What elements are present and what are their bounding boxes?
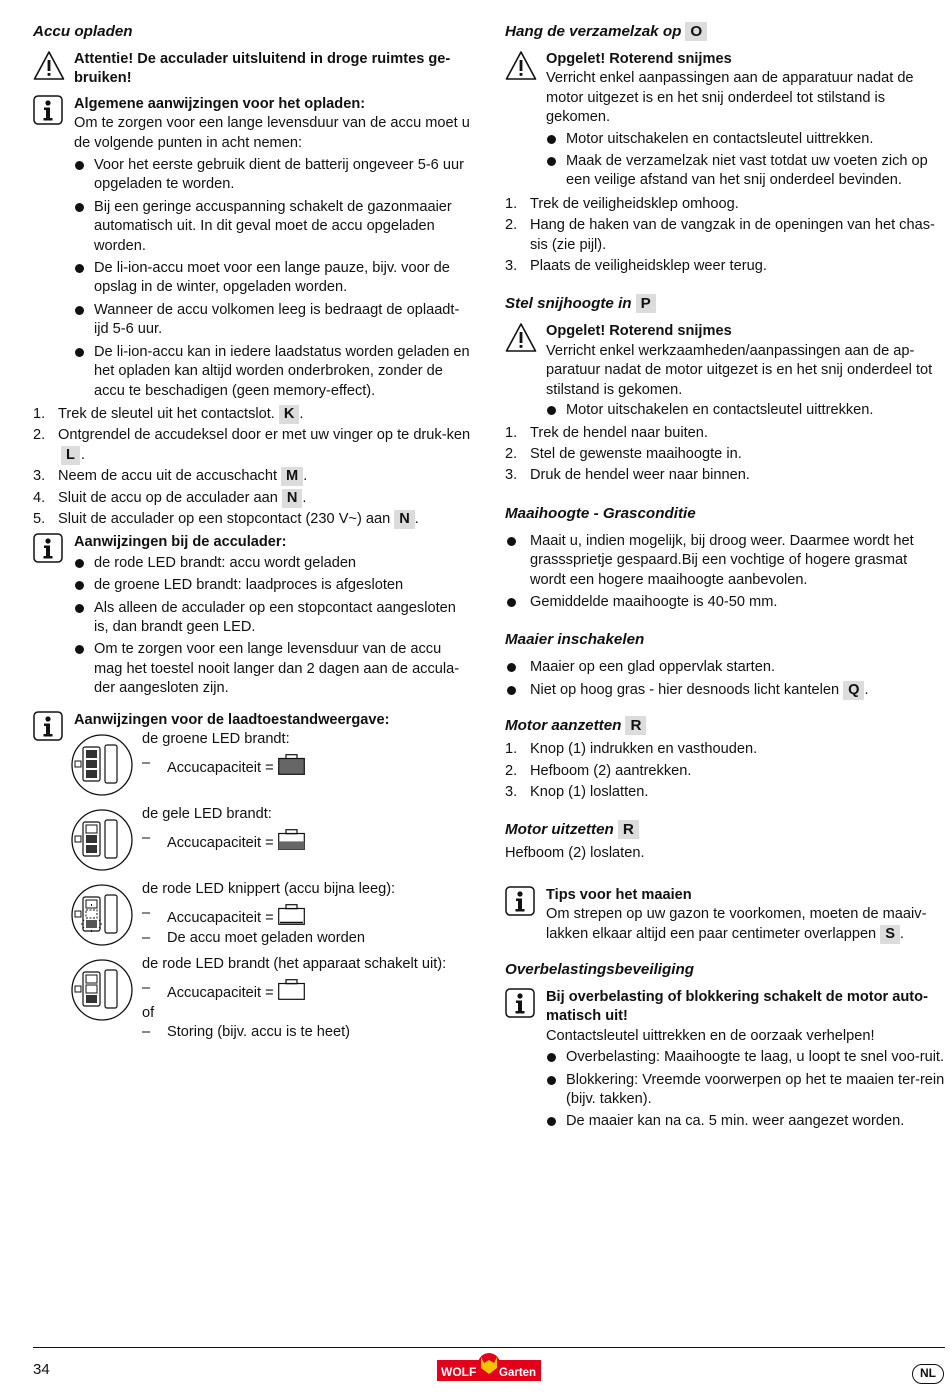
charger-led-red-blink-icon	[71, 884, 133, 946]
warning-icon	[505, 322, 537, 354]
step-item: 1. Trek de sleutel uit het contactslot. K .	[33, 405, 304, 422]
step-item: 4. Sluit de accu op de acculader aan N .	[33, 489, 307, 506]
indicator-note-title: Aanwijzingen voor de laadtoestandweergave:	[74, 711, 390, 728]
list-item: Bij een geringe accuspanning schakelt de gazonmaaier automatisch uit. In dit geval moet de accu opgeladen worden.	[74, 198, 473, 256]
general-charging-list	[74, 156, 473, 401]
step-item: 3. Plaats de veiligheidsklep weer terug.	[505, 258, 767, 275]
list-item: Niet op hoog gras - hier desnoods licht kantelen Q .	[505, 681, 945, 700]
list-item: Motor uitschakelen en contactsleutel uittrekken.	[546, 401, 945, 420]
height-warning: Opgelet! Roterend snijmes Verricht enkel werkzaamheden/aanpassingen aan de ap-paratuur nadat de motor uitgezet is en het snij onderdeel tot stilstand is gekomen. Motor uitschakelen en contactsleutel uittrekken.	[505, 322, 945, 420]
indicator-row-green: de groene LED brandt: – Accucapaciteit =	[33, 730, 473, 805]
info-icon	[505, 886, 535, 916]
list-item: Om te zorgen voor een lange levensduur van de accu mag het toestel nooit langer dan 2 dagen aan de accula-der aangesloten zijn.	[74, 640, 473, 698]
overload-note: Bij overbelasting of blokkering schakelt de motor auto-matisch uit! Contactsleutel uittrekken en de oorzaak verhelpen! Overbelasting: Maaihoogte te laag, u loopt te snel voo-ruit. Blokkering: Vreemde voorwerpen op het te maaien ter-rein (bijv. takken). De maaier kan na ca. 5 min. weer aangezet worden.	[505, 988, 945, 1132]
figure-ref-r: R	[625, 716, 646, 735]
figure-ref-l: L	[61, 446, 80, 465]
motor-start-steps	[505, 740, 945, 802]
tips-note: Tips voor het maaien Om strepen op uw gazon te voorkomen, moeten de maaiv-lakken elkaar altijd een paar centimeter overlappen S .	[505, 886, 945, 944]
height-section-title: Stel snijhoogte in P	[505, 294, 945, 314]
motor-stop-section-title: Motor uitzetten R	[505, 820, 945, 840]
left-column	[33, 22, 473, 1041]
list-item: Blokkering: Vreemde voorwerpen op het te maaien ter-rein (bijv. takken).	[546, 1071, 945, 1110]
grass-list	[505, 532, 945, 613]
list-item: de groene LED brandt: laadproces is afgesloten	[74, 576, 473, 595]
charger-led-red-steady-icon	[71, 959, 133, 1021]
bag-steps	[505, 195, 945, 277]
list-item: De li-ion-accu moet voor een lange pauze, bijv. voor de opslag in de winter, opgeladen worden.	[74, 259, 473, 298]
figure-ref-r: R	[618, 820, 639, 839]
list-item: Maak de verzamelzak niet vast totdat uw voeten zich op een veilige afstand van het snij onderdeel bevinden.	[546, 152, 945, 191]
step-item: 2. Hefboom (2) aantrekken.	[505, 762, 692, 779]
list-item: De maaier kan na ca. 5 min. weer aangezet worden.	[546, 1112, 945, 1131]
list-item: de rode LED brandt: accu wordt geladen	[74, 554, 473, 573]
charger-note-list	[74, 554, 473, 699]
step-item: 3. Knop (1) loslatten.	[505, 783, 649, 800]
motor-start-section-title: Motor aanzetten R	[505, 716, 945, 736]
charger-note	[33, 533, 473, 698]
indicator-row-red-blink: de rode LED knippert (accu bijna leeg): – Accucapaciteit = – De accu moet geladen worden	[33, 880, 473, 955]
step-item: 1. Trek de hendel naar buiten.	[505, 424, 708, 441]
step-item: 2. Hang de haken van de vangzak in de openingen van het chas-sis (zie pijl).	[505, 217, 935, 253]
charger-note-title: Aanwijzingen bij de acculader:	[74, 534, 287, 551]
list-item: Wanneer de accu volkomen leeg is bedraagt de oplaadt-ijd 5-6 uur.	[74, 301, 473, 340]
warning-dry-room	[33, 50, 473, 89]
step-item: 5. Sluit de acculader op een stopcontact (230 V~) aan N .	[33, 510, 419, 527]
step-item: 2. Stel de gewenste maaihoogte in.	[505, 445, 742, 462]
right-column	[505, 22, 945, 1136]
mower-on-list	[505, 658, 945, 700]
indicator-row-red-steady: de rode LED brandt (het apparaat schakelt uit): – Accucapaciteit = of – Storing (bijv. accu is te heet)	[33, 955, 473, 1035]
figure-ref-k: K	[279, 405, 300, 424]
figure-ref-o: O	[685, 22, 707, 41]
list-item: Gemiddelde maaihoogte is 40-50 mm.	[505, 593, 945, 612]
indicator-rows	[33, 730, 473, 1041]
indicator-row-yellow: de gele LED brandt: – Accucapaciteit =	[33, 805, 473, 880]
indicator-note	[33, 711, 473, 730]
wolf-garten-logo	[437, 1352, 541, 1382]
step-item: 2. Ontgrendel de accudeksel door er met uw vinger op te druk-kenL .	[33, 427, 471, 463]
list-item: Maait u, indien mogelijk, bij droog weer. Daarmee wordt het grasssprietje gespaard.Bij een vochtige of hogere grasmat wordt een hogere maaihoogte aanbevolen.	[505, 532, 945, 590]
svg-text:Garten: Garten	[499, 1367, 537, 1379]
warning-dry-room-text: Attentie! De acculader uitsluitend in droge ruimtes ge-bruiken!	[74, 51, 451, 87]
warning-icon	[505, 50, 537, 82]
motor-stop-text: Hefboom (2) loslaten.	[505, 845, 645, 862]
bag-warning-list	[546, 130, 945, 191]
step-item: 1. Trek de veiligheidsklep omhoog.	[505, 195, 739, 212]
mower-on-section-title: Maaier inschakelen	[505, 631, 645, 649]
figure-ref-n: N	[282, 489, 303, 508]
height-steps	[505, 424, 945, 486]
battery-empty-icon	[278, 979, 305, 1000]
battery-half-icon	[278, 829, 305, 850]
language-badge: NL	[912, 1364, 944, 1384]
overload-section-title: Overbelastingsbeveiliging	[505, 961, 695, 978]
step-item: 1. Knop (1) indrukken en vasthouden.	[505, 741, 758, 758]
figure-ref-s: S	[880, 925, 900, 944]
list-item: Overbelasting: Maaihoogte te laag, u loopt te snel voo-ruit.	[546, 1048, 945, 1067]
charge-section-title: Accu opladen	[33, 23, 133, 40]
info-icon	[33, 95, 63, 125]
general-charging-intro: Om te zorgen voor een lange levensduur van de accu moet u de volgende punten in acht nemen:	[74, 115, 470, 151]
list-item: Maaier op een glad oppervlak starten.	[505, 658, 945, 677]
list-item: Als alleen de acculader op een stopcontact aangesloten is, dan brandt geen LED.	[74, 599, 473, 638]
height-warning-list	[546, 401, 945, 420]
list-item: De li-ion-accu kan in iedere laadstatus worden geladen en het opladen kan altijd worden onderbroken, zonder de accu te beschadigen (geen memory-effect).	[74, 343, 473, 401]
overload-list	[546, 1048, 945, 1132]
step-item: 3. Neem de accu uit de accuschacht M .	[33, 468, 308, 485]
figure-ref-n: N	[394, 510, 415, 529]
info-icon	[33, 533, 63, 563]
general-charging-note	[33, 95, 473, 401]
bag-warning: Opgelet! Roterend snijmes Verricht enkel aanpassingen aan de apparatuur nadat de motor uitgezet is en het snij onderdeel tot stilstand is gekomen. Motor uitschakelen en contactsleutel uittrekken. Maak de verzamelzak niet vast totdat uw voeten zich op een veilige afstand van het snij onderdeel bevinden.	[505, 50, 945, 191]
info-icon	[505, 988, 535, 1018]
bag-section-title: Hang de verzamelzak op O	[505, 22, 945, 42]
charging-steps	[33, 405, 473, 529]
page-number: 34	[33, 1361, 50, 1378]
figure-ref-p: P	[636, 294, 656, 313]
figure-ref-q: Q	[843, 681, 864, 700]
step-item: 3. Druk de hendel weer naar binnen.	[505, 467, 750, 484]
charger-led-green-icon	[71, 734, 133, 796]
charger-led-yellow-icon	[71, 809, 133, 871]
grass-section-title: Maaihoogte - Grasconditie	[505, 504, 696, 522]
battery-low-icon	[278, 904, 305, 925]
battery-full-icon	[278, 754, 305, 775]
general-charging-title: Algemene aanwijzingen voor het opladen:	[74, 95, 366, 112]
list-item: Voor het eerste gebruik dient de batterij ongeveer 5-6 uur opgeladen te worden.	[74, 156, 473, 195]
warning-icon	[33, 50, 65, 82]
figure-ref-m: M	[281, 467, 303, 486]
list-item: Motor uitschakelen en contactsleutel uittrekken.	[546, 130, 945, 149]
svg-text:WOLF: WOLF	[441, 1365, 477, 1379]
footer-divider	[33, 1347, 945, 1348]
